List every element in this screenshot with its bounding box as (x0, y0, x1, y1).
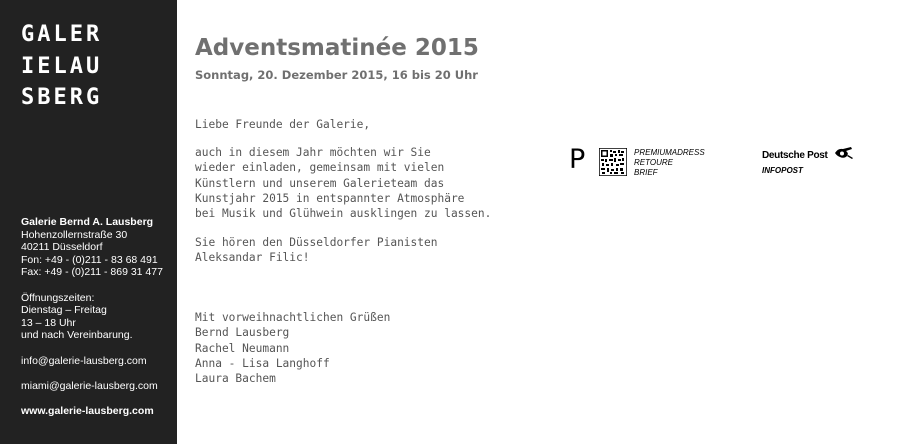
closing-block (195, 310, 515, 386)
service-label: INFOPOST (762, 166, 803, 175)
gallery-logo (21, 19, 171, 114)
gallery-name: Galerie Bernd A. Lausberg (21, 216, 154, 228)
page-title: Adventsmatinée 2015 (195, 35, 479, 61)
carrier-name: Deutsche Post (762, 150, 828, 161)
paragraph-line: wieder einladen, gemeinsam mit vielen (195, 161, 445, 175)
post-horn-icon (834, 146, 854, 165)
fax-line: Fax: +49 - (0)211 - 869 31 477 (21, 266, 163, 279)
event-date: Sonntag, 20. Dezember 2015, 16 bis 20 Uhr (195, 68, 478, 82)
paragraph-line: auch in diesem Jahr möchten wir Sie (195, 146, 431, 159)
premium-line: PREMIUMADRESS (634, 148, 705, 157)
hours-line: 13 – 18 Uhr (21, 316, 76, 329)
deutsche-post-mark (762, 146, 854, 175)
premium-line: RETOURE (634, 158, 673, 167)
email-miami-link[interactable]: miami@galerie-lausberg.com (21, 379, 158, 392)
phone-line: Fon: +49 - (0)211 - 83 68 491 (21, 253, 158, 266)
paragraph-line: Aleksandar Filic! (195, 251, 310, 265)
paragraph-line: Sie hören den Düsseldorfer Pianisten (195, 236, 438, 249)
address-line: 40211 Düsseldorf (21, 241, 103, 254)
qr-code-icon (599, 148, 627, 180)
hours-line: Dienstag – Freitag (21, 304, 107, 317)
premium-line: BRIEF (634, 168, 658, 177)
invitation-paragraph (195, 145, 515, 221)
pianist-paragraph (195, 235, 515, 266)
sidebar (0, 0, 177, 444)
logo-line-2: IELAU (21, 53, 103, 79)
address-line: Hohenzollernstraße 30 (21, 228, 128, 241)
website-link[interactable]: www.galerie-lausberg.com (21, 404, 154, 417)
paragraph-line: Künstlern und unserem Galerieteam das (195, 176, 445, 190)
signature-line: Anna - Lisa Langhoff (195, 356, 330, 370)
email-info-link[interactable]: info@galerie-lausberg.com (21, 354, 147, 367)
logo-line-1: GALER (21, 22, 103, 47)
contact-block (21, 216, 173, 418)
paragraph-line: bei Musik und Glühwein ausklingen zu lassen. (195, 207, 492, 221)
signature-line: Bernd Lausberg (195, 326, 290, 340)
paragraph-line: Kunstjahr 2015 in entspannter Atmosphäre (195, 191, 465, 205)
closing-line: Mit vorweihnachtlichen Grüßen (195, 311, 391, 324)
greeting-line: Liebe Freunde der Galerie, (195, 118, 371, 131)
hours-line: und nach Vereinbarung. (21, 329, 133, 342)
premiumadress-label (634, 148, 705, 178)
hours-line: Öffnungszeiten: (21, 291, 95, 304)
greeting (195, 117, 515, 132)
postage-p-mark: P (569, 144, 586, 175)
signature-line: Laura Bachem (195, 372, 276, 386)
logo-line-3: SBERG (21, 85, 103, 110)
main-content (195, 0, 895, 444)
signature-line: Rachel Neumann (195, 341, 290, 355)
